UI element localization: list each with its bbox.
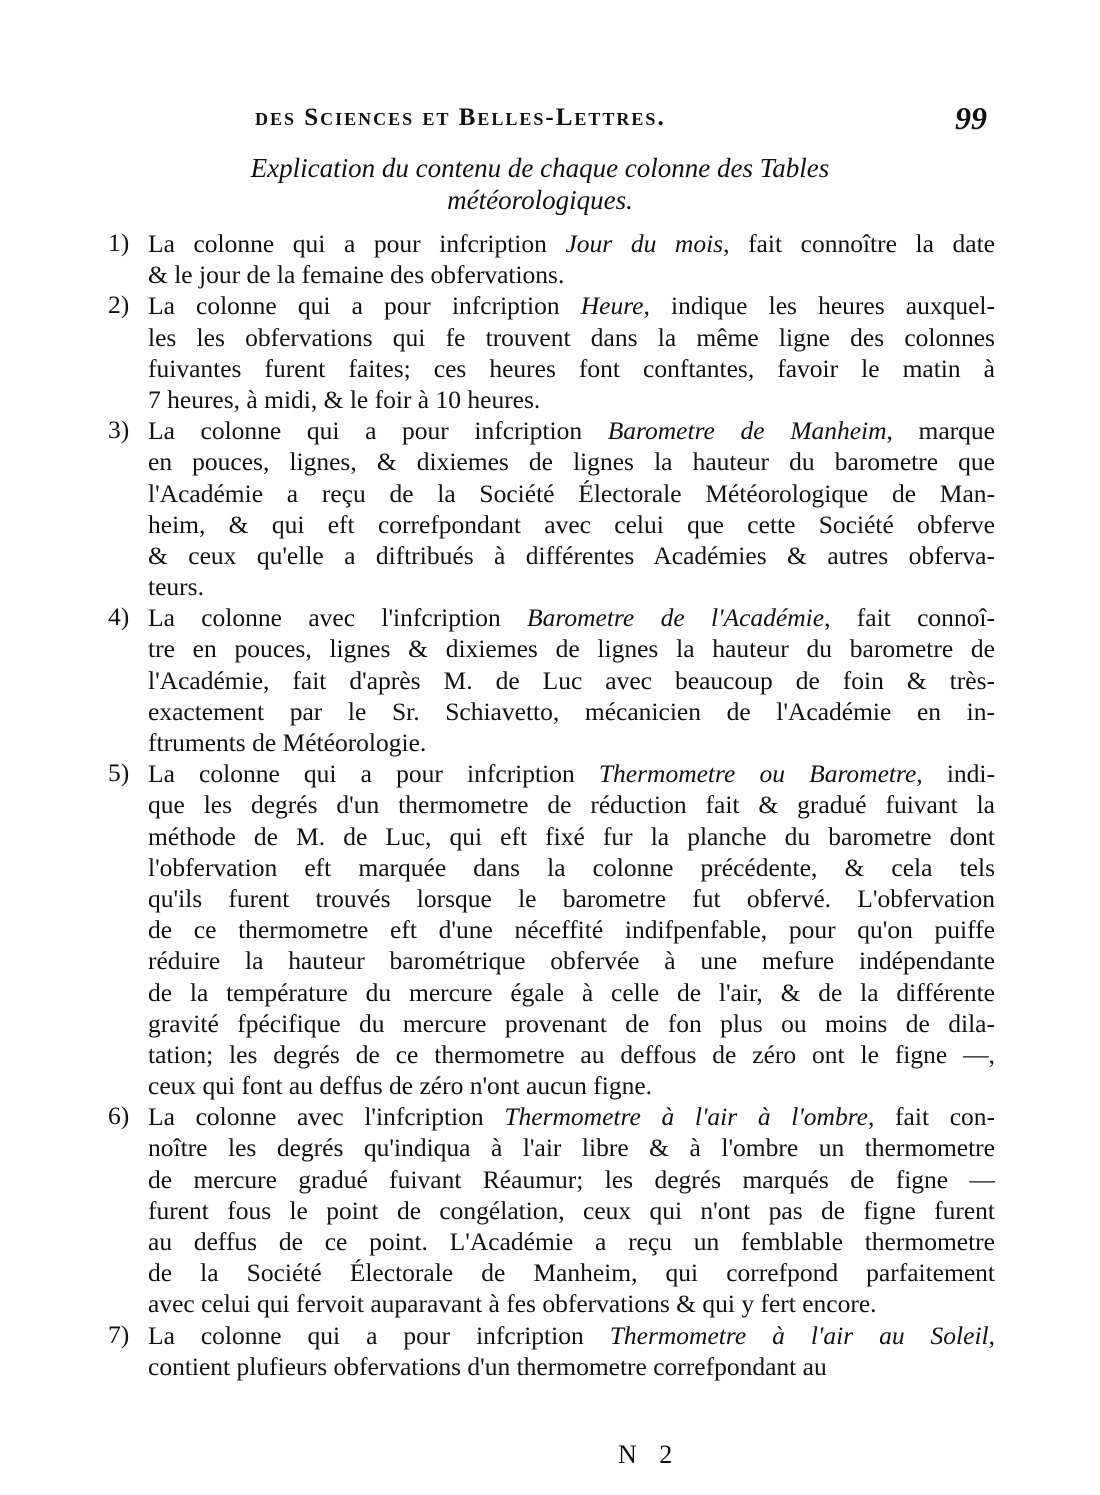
text-line — [148, 353, 995, 384]
text-line — [148, 758, 995, 789]
text-line — [148, 1288, 995, 1319]
list-item — [100, 290, 995, 415]
list-item — [100, 758, 995, 1101]
text-line — [148, 322, 995, 353]
text-line — [148, 852, 995, 883]
text-segment: que les degrés d'un thermometre de réduction fait & gradué fuivant la — [148, 790, 995, 820]
text-segment: en pouces, lignes, & dixiemes de lignes la hauteur du barometre que — [148, 447, 995, 477]
column-name-italic: Barometre de Manheim — [607, 416, 887, 446]
text-segment: de la Société Électorale de Manheim, qui correfpond parfaitement — [148, 1258, 995, 1288]
text-segment: furent fous le point de congélation, ceux qui n'ont pas de figne furent — [148, 1195, 995, 1225]
text-segment: tre en pouces, lignes & dixiemes de lignes la hauteur du barometre de — [148, 634, 995, 664]
text-segment: La colonne qui a pour infcription — [148, 291, 581, 321]
text-segment: La colonne avec l'infcription — [148, 1102, 505, 1132]
text-segment: au deffus de ce point. L'Académie a reçu un femblable thermometre — [148, 1227, 995, 1256]
item-number: 2) — [108, 290, 130, 320]
text-segment: avec celui qui fervoit auparavant à fes obfervations & qui y fert encore. — [148, 1289, 877, 1319]
text-line — [148, 602, 995, 633]
text-segment: , fait con- — [868, 1102, 996, 1132]
item-number: 3) — [108, 415, 130, 445]
text-segment: , indi- — [916, 759, 995, 789]
column-name-italic: Jour du mois — [565, 229, 724, 258]
text-line — [148, 1132, 995, 1163]
text-segment: ceux qui font au deffus de zéro n'ont aucun figne. — [148, 1071, 653, 1101]
text-line — [148, 384, 995, 415]
column-name-italic: Barometre de l'Académie — [527, 603, 825, 633]
text-segment: noître les degrés qu'indiqua à l'air libre & à l'ombre un thermometre — [148, 1133, 995, 1163]
text-segment: contient plufieurs obfervations d'un thermometre correfpondant au — [148, 1351, 827, 1381]
column-name-italic: Thermometre ou Barometre — [598, 759, 917, 789]
text-line — [148, 1320, 995, 1351]
running-head: des Sciences et Belles-Lettres. — [255, 104, 666, 131]
text-segment: La colonne avec l'infcription — [148, 603, 528, 633]
text-segment: de la température du mercure égale à celle de l'air, & de la différente — [148, 977, 995, 1007]
list-item — [100, 415, 995, 602]
section-title-line-1: Explication du contenu de chaque colonne des Tables — [250, 153, 830, 183]
text-segment: l'Académie a reçu de la Société Électorale Météorologique de Man- — [148, 478, 995, 508]
text-segment: exactement par le Sr. Schiavetto, mécanicien de l'Académie en in- — [148, 696, 995, 726]
item-number: 7) — [108, 1319, 130, 1349]
text-line — [148, 1039, 995, 1070]
signature-mark: N 2 — [618, 1440, 681, 1469]
text-line — [148, 633, 995, 664]
column-name-italic: Thermometre à l'air à l'ombre — [504, 1102, 869, 1132]
text-line — [148, 540, 995, 571]
page-number: 99 — [955, 100, 987, 136]
item-number: 1) — [108, 228, 130, 257]
text-line — [148, 1195, 995, 1226]
text-segment: fuivantes furent faites; ces heures font conftantes, favoir le matin à — [148, 353, 995, 383]
text-segment: La colonne qui a pour infcription — [148, 416, 608, 446]
text-segment: réduire la hauteur barométrique obfervée à une mefure indépendante — [148, 946, 995, 976]
text-segment: , indique les heures auxquel- — [643, 291, 995, 321]
item-number: 4) — [108, 602, 130, 632]
text-line — [148, 821, 995, 852]
column-name-italic: Heure — [580, 291, 644, 321]
text-segment: de mercure gradué fuivant Réaumur; les degrés marqués de figne — — [148, 1164, 995, 1194]
text-segment: tation; les degrés de ce thermometre au deffous de zéro ont le figne —, — [148, 1039, 995, 1069]
text-line — [148, 415, 995, 446]
text-segment: l'obfervation eft marquée dans la colonne précédente, & cela tels — [148, 852, 995, 882]
text-segment: qu'ils furent trouvés lorsque le barometre fut obfervé. L'obfervation — [148, 883, 995, 913]
text-segment: 7 heures, à midi, & le foir à 10 heures. — [148, 384, 541, 414]
text-line — [148, 446, 995, 477]
text-line — [148, 945, 995, 976]
list-item — [100, 228, 995, 290]
list-item — [100, 1320, 995, 1382]
text-segment: gravité fpécifique du mercure provenant de fon plus ou moins de dila- — [148, 1008, 995, 1038]
text-line — [148, 259, 995, 290]
item-number: 6) — [108, 1101, 130, 1131]
section-title — [140, 152, 940, 216]
text-line — [148, 478, 995, 509]
text-line — [148, 571, 995, 602]
text-segment: , marque — [886, 416, 995, 446]
text-segment: de ce thermometre eft d'une néceffité indifpenfable, pour qu'on puiffe — [148, 915, 995, 945]
text-segment: les les obfervations qui fe trouvent dans la même ligne des colonnes — [148, 322, 995, 352]
text-segment: teurs. — [148, 572, 204, 602]
text-segment: méthode de M. de Luc, qui eft fixé fur la planche du barometre dont — [148, 821, 995, 851]
column-name-italic: Thermometre à l'air au Soleil — [609, 1320, 989, 1350]
text-segment: , fait connoî- — [824, 603, 996, 633]
text-segment: & ceux qu'elle a diftribués à différentes Académies & autres obferva- — [148, 540, 995, 570]
text-line — [148, 509, 995, 540]
text-segment: La colonne qui a pour infcription — [148, 229, 566, 258]
text-line — [148, 1070, 995, 1101]
text-line — [148, 1008, 995, 1039]
text-line — [148, 1164, 995, 1195]
text-segment: La colonne qui a pour infcription — [148, 759, 599, 789]
numbered-list — [100, 228, 995, 1382]
section-title-line-2: météorologiques. — [447, 185, 633, 215]
text-line — [148, 883, 995, 914]
text-line — [148, 665, 995, 696]
text-line — [148, 727, 995, 758]
text-line — [148, 1257, 995, 1288]
text-segment: , — [988, 1320, 995, 1350]
item-number: 5) — [108, 758, 130, 788]
text-line — [148, 1101, 995, 1132]
text-segment: La colonne qui a pour infcription — [148, 1320, 610, 1350]
list-item — [100, 1101, 995, 1319]
text-line — [148, 290, 995, 321]
text-line — [148, 228, 995, 259]
text-line — [148, 914, 995, 945]
text-segment: l'Académie, fait d'après M. de Luc avec beaucoup de foin & très- — [148, 665, 995, 695]
text-line — [148, 977, 995, 1008]
text-line — [148, 1226, 995, 1257]
text-line — [148, 696, 995, 727]
text-segment: & le jour de la femaine des obfervations. — [148, 260, 565, 290]
text-line — [148, 1351, 995, 1382]
list-item — [100, 602, 995, 758]
text-segment: , fait connoître la date — [723, 229, 995, 258]
text-segment: ftruments de Météorologie. — [148, 728, 427, 757]
text-line — [148, 789, 995, 820]
text-segment: heim, & qui eft correfpondant avec celui que cette Société obferve — [148, 509, 995, 539]
